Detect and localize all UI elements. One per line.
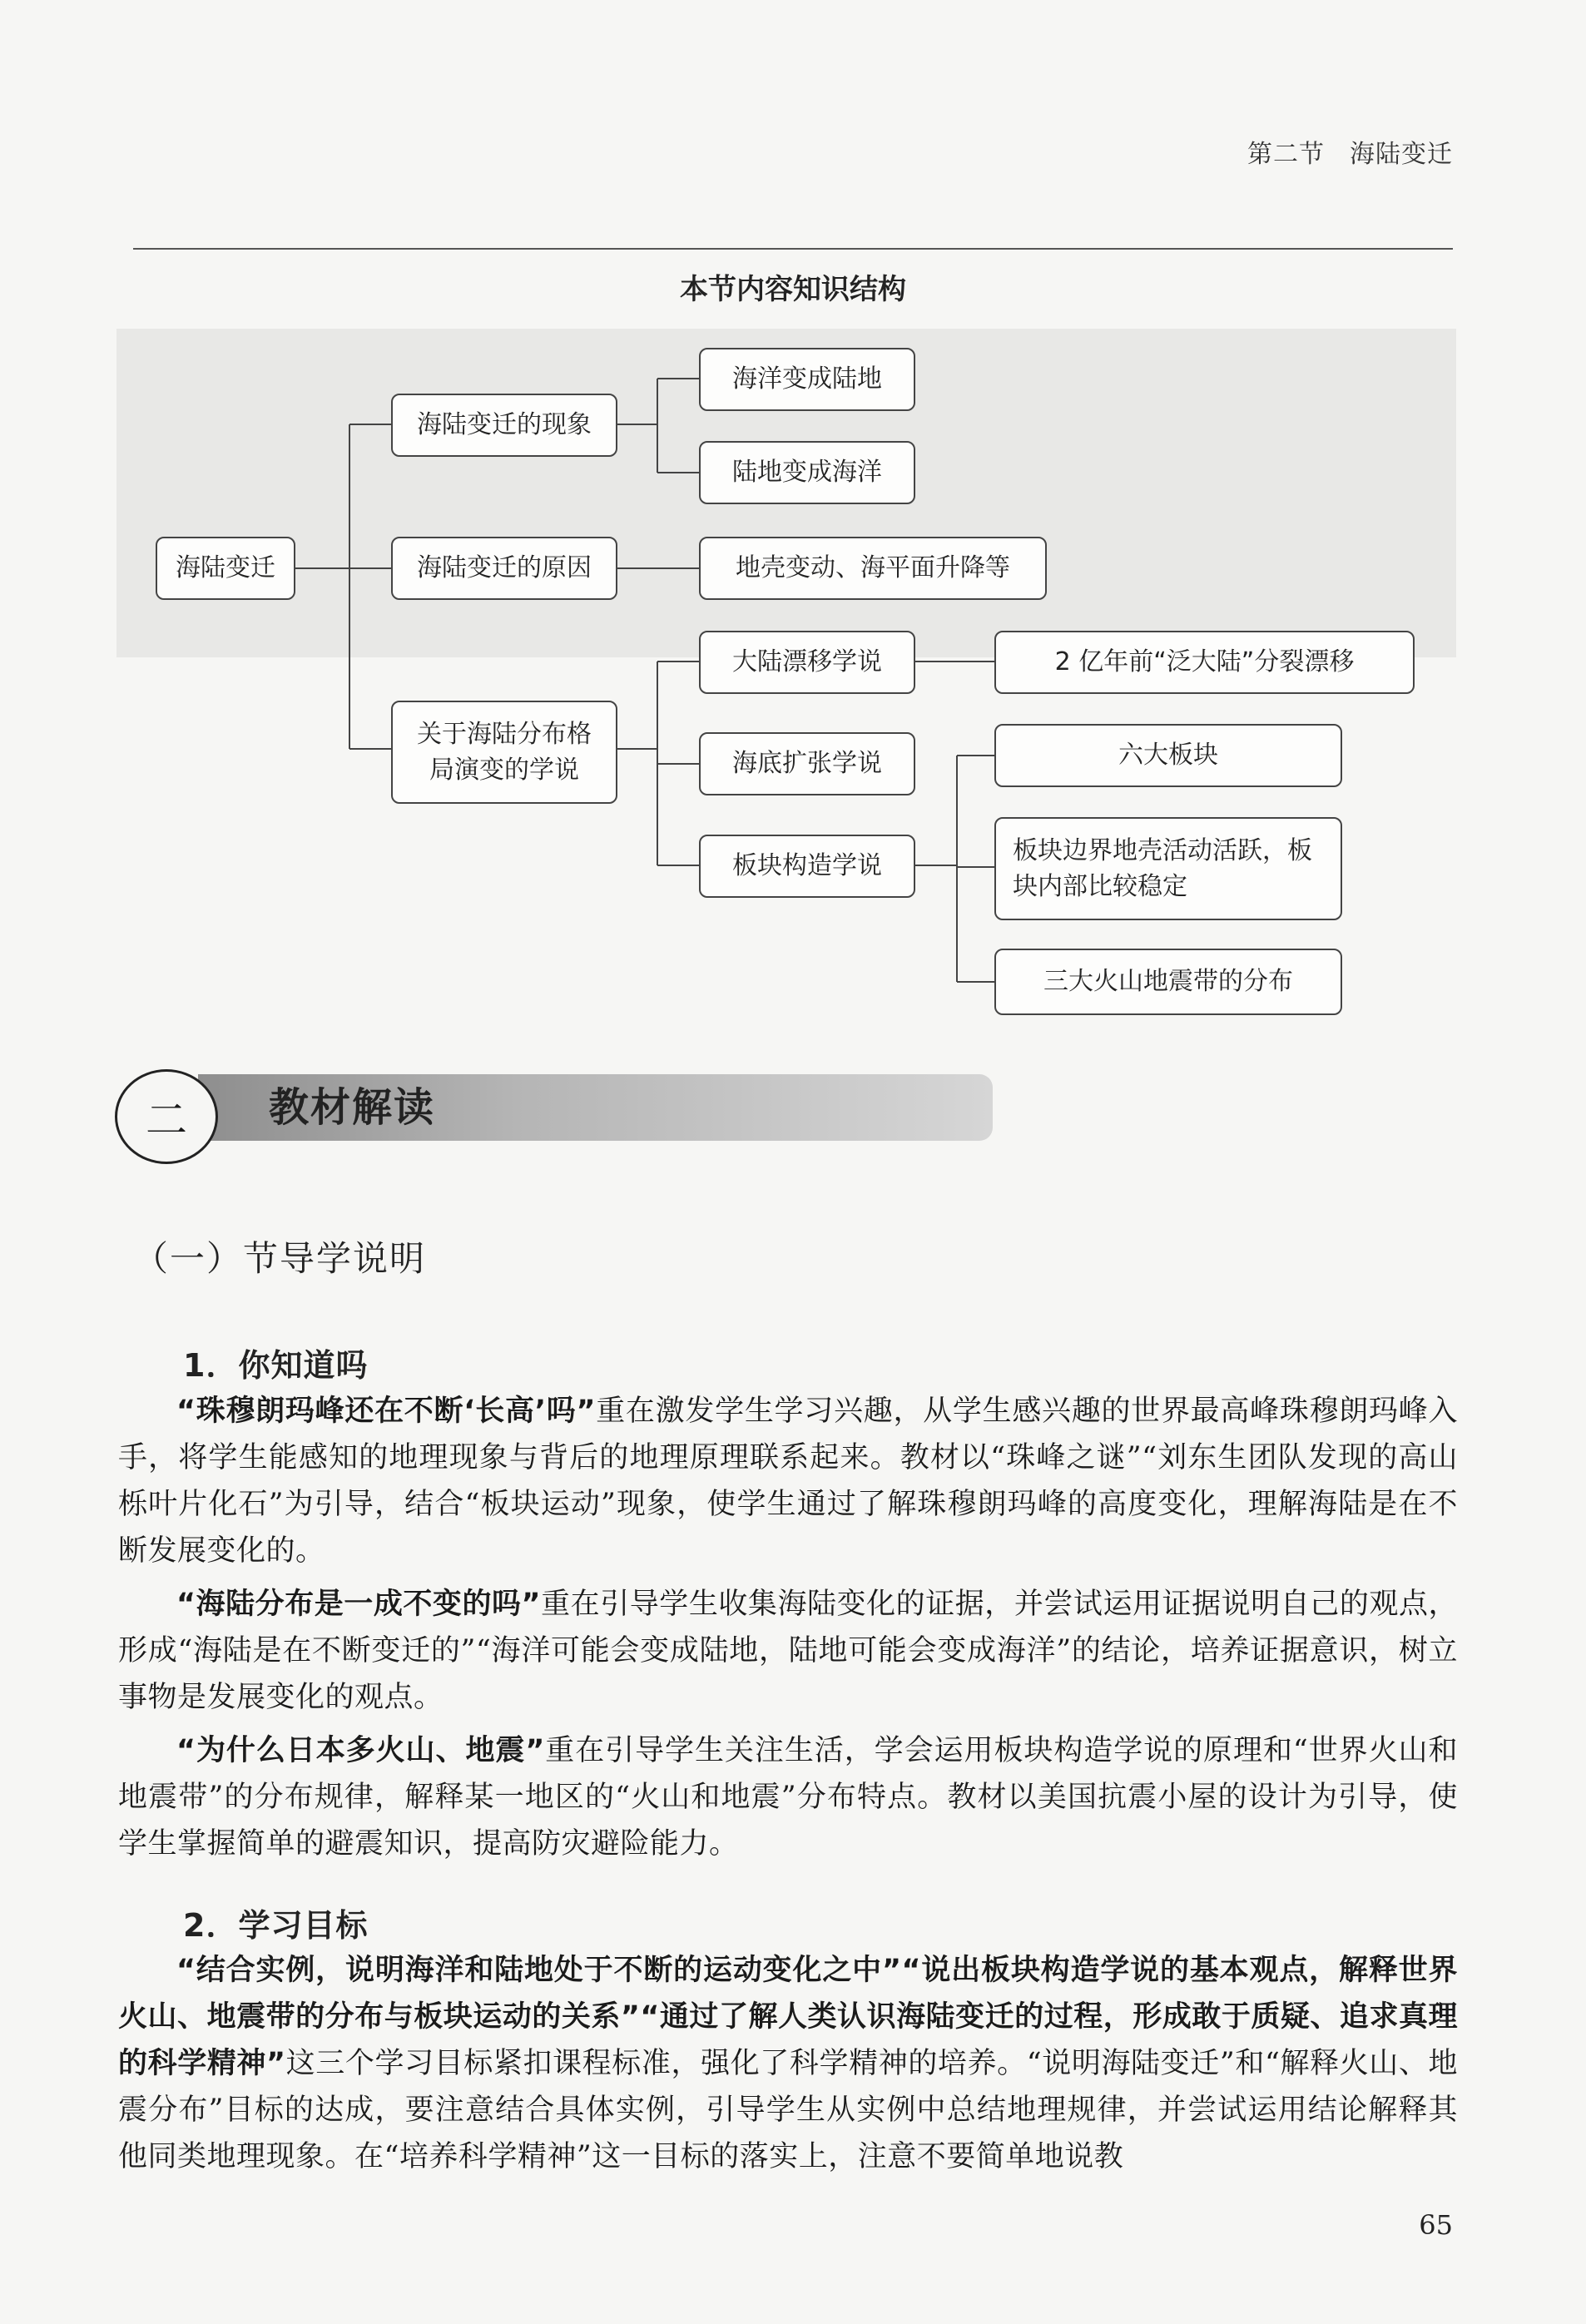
node-volcano-belts: 三大火山地震带的分布 xyxy=(994,949,1342,1015)
section-banner xyxy=(115,1069,993,1144)
paragraph-4-lead: “结合实例，说明海洋和陆地处于不断的运动变化之中”“说出板块构造学说的基本观点，解释世界火山、地震带的分布与板块运动的关系”“通过了解人类认识海陆变迁的过程，形成敢于质疑、追求真理的科学精神” xyxy=(118,1954,1458,2080)
heading-did-you-know: 1．你知道吗 xyxy=(183,1347,369,1384)
node-causes-detail: 地壳变动、海平面升降等 xyxy=(699,537,1047,600)
heading-learning-goals: 2．学习目标 xyxy=(183,1907,369,1944)
paragraph-1-lead: “珠穆朗玛峰还在不断‘长高’吗” xyxy=(176,1395,596,1428)
node-ocean-to-land: 海洋变成陆地 xyxy=(699,348,915,411)
knowledge-structure-title: 本节内容知识结构 xyxy=(680,273,906,306)
node-land-to-ocean: 陆地变成海洋 xyxy=(699,441,915,504)
banner-number: 二 xyxy=(115,1069,218,1164)
node-causes: 海陆变迁的原因 xyxy=(391,537,617,600)
node-seafloor-spreading: 海底扩张学说 xyxy=(699,732,915,795)
paragraph-2 xyxy=(118,1581,1458,1721)
node-plate-boundary: 板块边界地壳活动活跃，板块内部比较稳定 xyxy=(994,817,1342,920)
node-continental-drift-detail: 2 亿年前“泛大陆”分裂漂移 xyxy=(994,631,1415,694)
node-six-plates: 六大板块 xyxy=(994,724,1342,787)
paragraph-4-text: 这三个学习目标紧扣课程标准，强化了科学精神的培养。“说明海陆变迁”和“解释火山、地震分布”目标的达成，要注意结合具体实例，引导学生从实例中总结地理规律，并尝试运用结论解释其他同类地理现象。在“培养科学精神”这一目标的落实上，注意不要简单地说教 xyxy=(118,2047,1458,2173)
node-phenomena: 海陆变迁的现象 xyxy=(391,394,617,457)
node-continental-drift: 大陆漂移学说 xyxy=(699,631,915,694)
knowledge-structure-diagram xyxy=(0,0,1586,1032)
node-root: 海陆变迁 xyxy=(156,537,295,600)
paragraph-3-lead: “为什么日本多火山、地震” xyxy=(176,1734,545,1767)
subsection-title: （一）节导学说明 xyxy=(133,1238,427,1279)
paragraph-3 xyxy=(118,1727,1458,1867)
node-plate-tectonics: 板块构造学说 xyxy=(699,835,915,898)
header-section-label: 第二节 xyxy=(1247,140,1325,169)
node-theories: 关于海陆分布格局演变的学说 xyxy=(391,701,617,804)
paragraph-4 xyxy=(118,1947,1458,2180)
paragraph-2-text: 重在引导学生收集海陆变化的证据，并尝试运用证据说明自己的观点，形成“海陆是在不断变迁的”“海洋可能会变成陆地，陆地可能会变成海洋”的结论，培养证据意识，树立事物是发展变化的观点。 xyxy=(118,1588,1458,1714)
header-section-title: 海陆变迁 xyxy=(1350,140,1453,169)
paragraph-3-text: 重在引导学生关注生活，学会运用板块构造学说的原理和“世界火山和地震带”的分布规律，解释某一地区的“火山和地震”分布特点。教材以美国抗震小屋的设计为引导，使学生掌握简单的避震知识，提高防灾避险能力。 xyxy=(118,1734,1458,1861)
banner-title: 教材解读 xyxy=(269,1084,436,1131)
paragraph-2-lead: “海陆分布是一成不变的吗” xyxy=(176,1588,542,1621)
paragraph-1-text: 重在激发学生学习兴趣，从学生感兴趣的世界最高峰珠穆朗玛峰入手，将学生能感知的地理现象与背后的地理原理联系起来。教材以“珠峰之谜”“刘东生团队发现的高山栎叶片化石”为引导，结合“板块运动”现象，使学生通过了解珠穆朗玛峰的高度变化，理解海陆是在不断发展变化的。 xyxy=(118,1395,1458,1568)
page-number: 65 xyxy=(1419,2209,1453,2241)
paragraph-1 xyxy=(118,1388,1458,1574)
